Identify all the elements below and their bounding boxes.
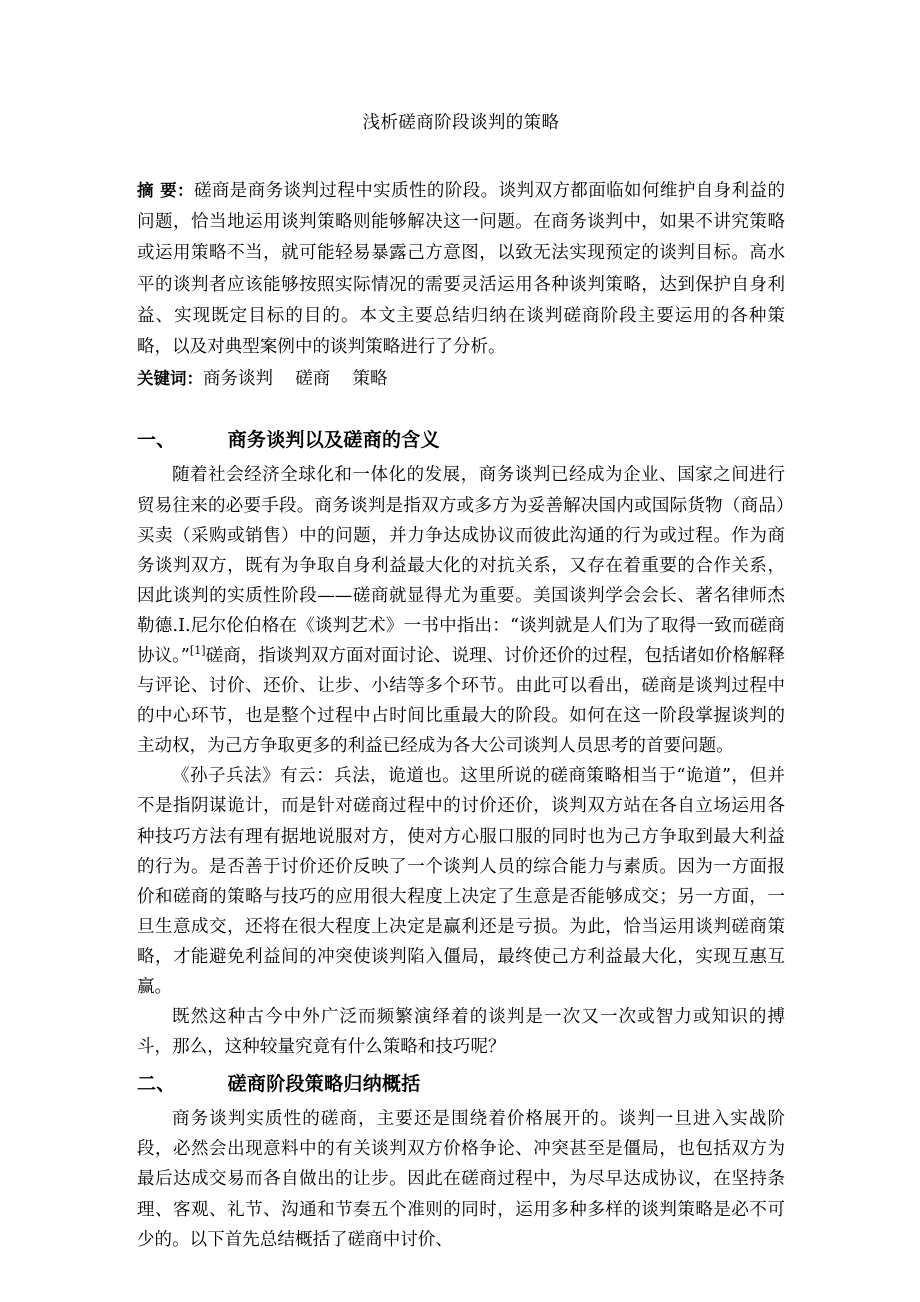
section-number-2: 二、 [137, 1073, 176, 1096]
abstract-section [137, 175, 785, 395]
page-content-column [137, 0, 785, 1255]
paragraph-1-text-part-1: 随着社会经济全球化和一体化的发展，商务谈判已经成为企业、国家之间进行贸易往来的必要手段。商务谈判是指双方或多方为妥善解决国内或国际货物（商品）买卖（采购或销售）中的问题，并力争达成协议而彼此沟通的行为或过程。作为商务谈判双方，既有为争取自身利益最大化的对抗关系，又存在着重要的合作关系，因此谈判的实质性阶段——磋商就显得尤为重要。美国谈判学会会长、著名律师杰勒德.I.尼尔伦伯格在《谈判艺术》一书中指出：“谈判就是人们为了取得一致而磋商协议。” [137, 465, 785, 666]
keywords-paragraph [137, 363, 785, 395]
abstract-label: 摘 要： [137, 181, 194, 200]
abstract-text: 磋商是商务谈判过程中实质性的阶段。谈判双方都面临如何维护自身利益的问题，恰当地运用谈判策略则能够解决这一问题。在商务谈判中，如果不讲究策略或运用策略不当，就可能轻易暴露己方意图，以致无法实现预定的谈判目标。高水平的谈判者应该能够按照实际情况的需要灵活运用各种谈判策略，达到保护自身利益、实现既定目标的目的。本文主要总结归纳在谈判磋商阶段主要运用的各种策略，以及对典型案例中的谈判策略进行了分析。 [137, 181, 785, 358]
section-title-2: 磋商阶段策略归纳概括 [227, 1073, 421, 1096]
paragraph-3: 既然这种古今中外广泛而频繁演绎着的谈判是一次又一次或智力或知识的搏斗，那么，这种较量究竟有什么策略和技巧呢？ [137, 1007, 785, 1058]
abstract-paragraph [137, 175, 785, 363]
keywords-label: 关键词： [137, 369, 203, 389]
keywords-terms: 商务谈判 磋商 策略 [203, 369, 388, 390]
section-title-1: 商务谈判以及磋商的含义 [227, 429, 440, 452]
paragraph-4: 商务谈判实质性的磋商，主要还是围绕着价格展开的。谈判一旦进入实战阶段，必然会出现意料中的有关谈判双方价格争论、冲突甚至是僵局，也包括双方为最后达成交易而各自做出的让步。因此在磋商过程中，为尽早达成协议，在坚持条理、客观、礼节、沟通和节奏五个准则的同时，运用多种多样的谈判策略是必不可少的。以下首先总结概括了磋商中讨价、 [137, 1109, 785, 1250]
paragraph-1-text-part-2: 磋商，指谈判双方面对面讨论、说理、讨价还价的过程，包括诸如价格解释与评论、讨价、还价、让步、小结等多个环节。由此可以看出，磋商是谈判过程中的中心环节，也是整个过程中占时间比重最大的阶段。如何在这一阶段掌握谈判的主动权，为己方争取更多的利益已经成为各大公司谈判人员思考的首要问题。 [137, 645, 785, 757]
paragraph-1 [137, 460, 785, 761]
citation-reference-1: [1] [189, 644, 206, 658]
page-title: 浅析磋商阶段谈判的策略 [362, 113, 560, 133]
section-heading-2 [137, 1067, 785, 1101]
paragraph-2: 《孙子兵法》有云：兵法，诡道也。这里所说的磋商策略相当于“诡道”，但并不是指阴谋诡计，而是针对磋商过程中的讨价还价，谈判双方站在各自立场运用各种技巧方法有理有据地说服对方，使对方心服口服的同时也为己方争取到最大利益的行为。是否善于讨价还价反映了一个谈判人员的综合能力与素质。因为一方面报价和磋商的策略与技巧的应用很大程度上决定了生意是否能够成交；另一方面，一旦生意成交，还将在很大程度上决定是赢利还是亏损。为此，恰当运用谈判磋商策略，才能避免利益间的冲突使谈判陷入僵局，最终使己方利益最大化，实现互惠互赢。 [137, 766, 785, 998]
section-number-1: 一、 [137, 429, 176, 452]
section-heading-1 [137, 423, 785, 457]
